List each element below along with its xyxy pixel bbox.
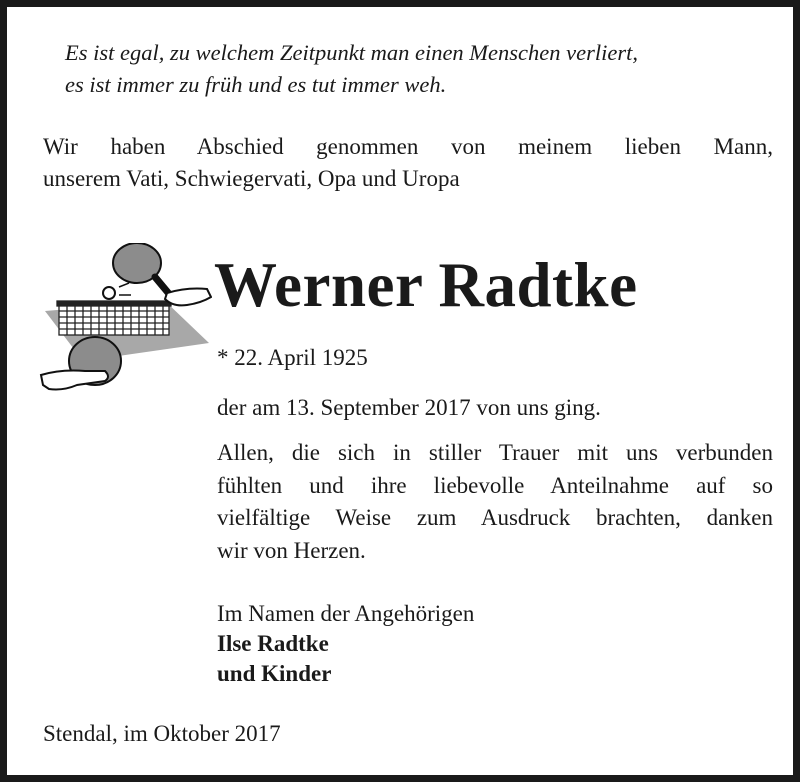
top-hand (165, 289, 211, 306)
deceased-name: Werner Radtke (214, 250, 638, 320)
thanks-line: fühlten und ihre liebevolle Anteilnahme auf so (217, 472, 773, 498)
bottom-hand (41, 371, 108, 390)
signoff (217, 599, 474, 689)
quote-line: Es ist egal, zu welchem Zeitpunkt man einen Menschen verliert, (65, 40, 638, 65)
birth-date: * 22. April 1925 (217, 345, 368, 370)
top-paddle (113, 243, 175, 301)
place-date: Stendal, im Oktober 2017 (43, 721, 281, 746)
quote-line: es ist immer zu früh und es tut immer weh. (65, 72, 447, 97)
thanks-line: vielfältige Weise zum Ausdruck brachten, danken (217, 505, 773, 530)
thanks-line: Allen, die sich in stiller Trauer mit uns verbunden (217, 440, 773, 465)
signoff-name: Ilse Radtke (217, 631, 329, 656)
ball (103, 287, 115, 299)
passing-text: der am 13. September 2017 von uns ging. (217, 395, 601, 420)
intro-line: Wir haben Abschied genommen von meinem lieben Mann, (43, 134, 773, 159)
signoff-line: Im Namen der Angehörigen (217, 601, 475, 626)
net-shape (57, 301, 171, 335)
table-tennis-icon (37, 243, 212, 393)
intro-text (43, 131, 773, 195)
memorial-quote (65, 37, 785, 101)
thanks-line: wir von Herzen. (217, 537, 366, 563)
signoff-family: und Kinder (217, 661, 332, 686)
thanks-text (217, 437, 773, 567)
motion-lines (119, 283, 131, 295)
intro-line: unserem Vati, Schwiegervati, Opa und Uropa (43, 166, 460, 191)
